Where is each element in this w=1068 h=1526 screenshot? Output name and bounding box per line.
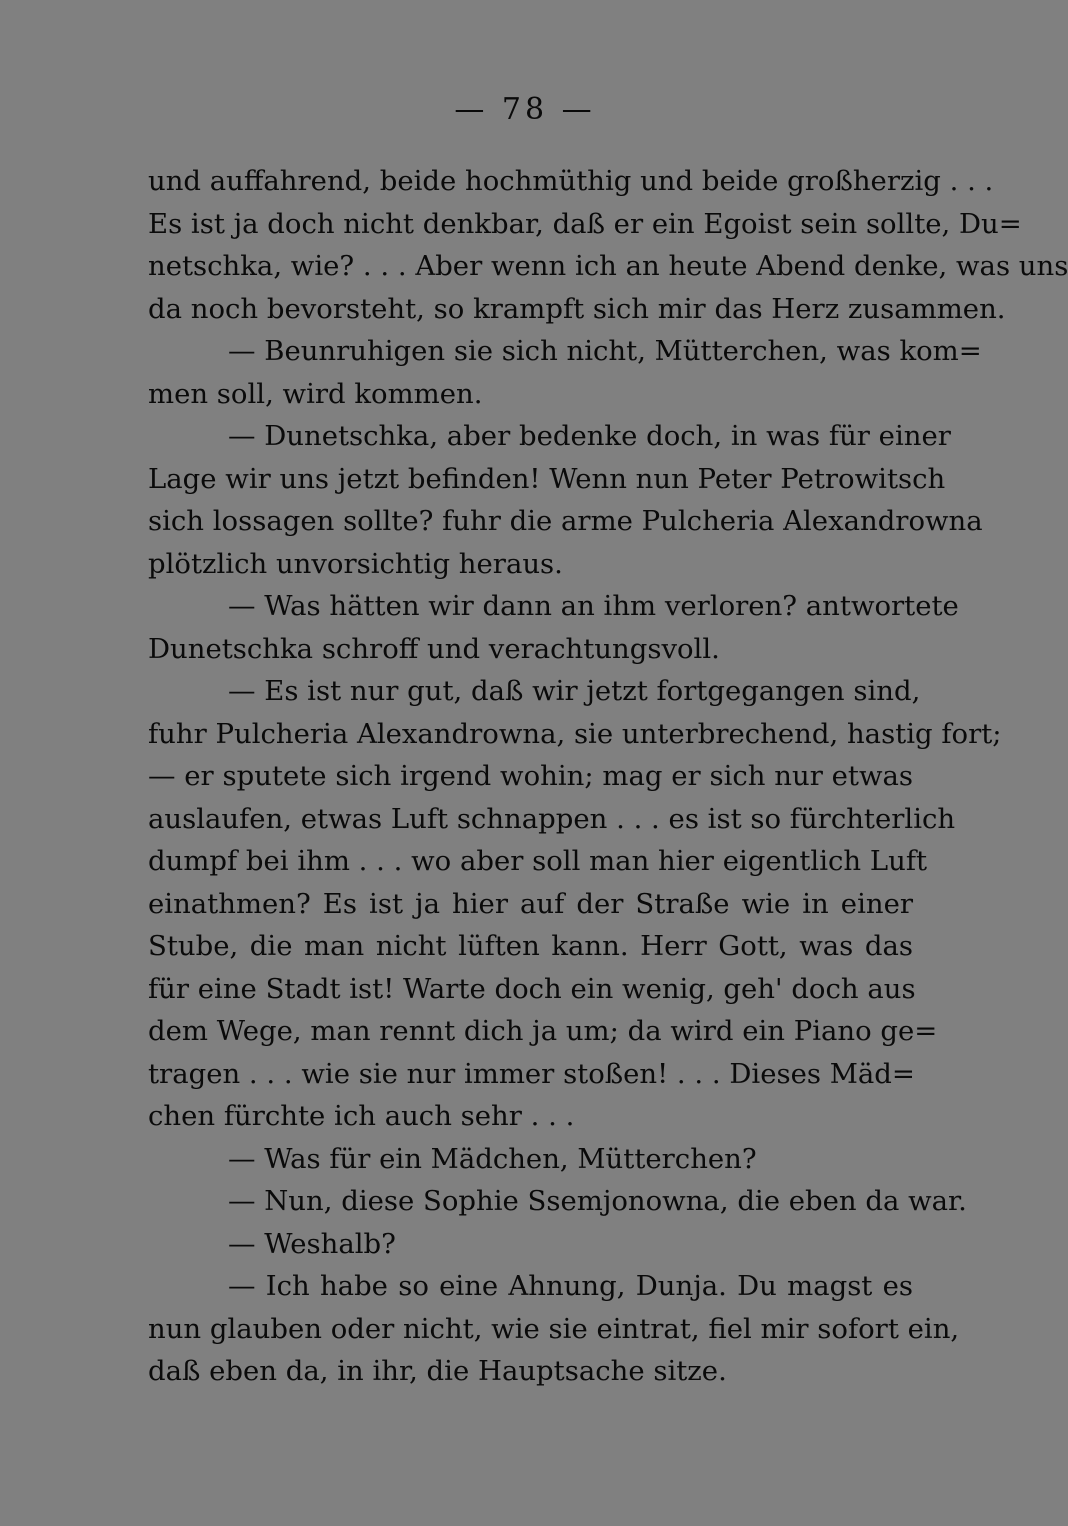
text-line: fuhr Pulcheria Alexandrowna, sie unterbrechend, hastig fort; (148, 717, 1002, 750)
text-line: sich lossagen sollte? fuhr die arme Pulcheria Alexandrowna (148, 505, 983, 537)
text-line: einathmen? Es ist ja hier auf der Straße wie in einer (148, 887, 913, 920)
text-line: Dunetschka schroff und verachtungsvoll. (148, 632, 720, 665)
text-line: — Was hätten wir dann an ihm verloren? antwortete (228, 590, 959, 622)
text-line: auslaufen, etwas Luft schnappen . . . es ist so fürchterlich (148, 802, 956, 835)
body-text (148, 160, 1068, 1393)
text-line: men soll, wird kommen. (148, 377, 483, 410)
text-line: plötzlich unvorsichtig heraus. (148, 547, 563, 580)
text-line: Es ist ja doch nicht denkbar, daß er ein Egoist sein sollte, Du= (148, 207, 1022, 240)
text-line: daß eben da, in ihr, die Hauptsache sitze. (148, 1355, 727, 1387)
text-line: für eine Stadt ist! Warte doch ein wenig, geh' doch aus (148, 972, 916, 1005)
text-line: — Nun, diese Sophie Ssemjonowna, die eben da war. (228, 1185, 967, 1217)
text-line: tragen . . . wie sie nur immer stoßen! . . . Dieses Mäd= (148, 1057, 915, 1090)
text-line: dem Wege, man rennt dich ja um; da wird ein Piano ge= (148, 1015, 938, 1047)
text-line: — Weshalb? (228, 1227, 396, 1260)
text-line: dumpf bei ihm . . . wo aber soll man hier eigentlich Luft (148, 845, 928, 877)
text-line: chen fürchte ich auch sehr . . . (148, 1100, 575, 1132)
text-line: — Es ist nur gut, daß wir jetzt fortgegangen sind, (228, 675, 921, 707)
text-line: — Dunetschka, aber bedenke doch, in was für einer (228, 420, 951, 452)
text-line: netschka, wie? . . . Aber wenn ich an heute Abend denke, was uns (148, 250, 1068, 282)
text-line: da noch bevorsteht, so krampft sich mir das Herz zusammen. (148, 292, 1006, 325)
text-line: — Was für ein Mädchen, Mütterchen? (228, 1142, 757, 1175)
page-number: — 78 — (454, 92, 596, 127)
text-line: — er sputete sich irgend wohin; mag er sich nur etwas (148, 760, 913, 792)
text-line: — Ich habe so eine Ahnung, Dunja. Du magst es (228, 1270, 913, 1302)
text-line: Stube, die man nicht lüften kann. Herr Gott, was das (148, 930, 913, 962)
text-line: und auffahrend, beide hochmüthig und beide großherzig . . . (148, 165, 994, 197)
text-line: — Beunruhigen sie sich nicht, Mütterchen, was kom= (228, 335, 982, 367)
text-line: Lage wir uns jetzt befinden! Wenn nun Peter Petrowitsch (148, 462, 946, 495)
text-line: nun glauben oder nicht, wie sie eintrat, fiel mir sofort ein, (148, 1312, 960, 1345)
